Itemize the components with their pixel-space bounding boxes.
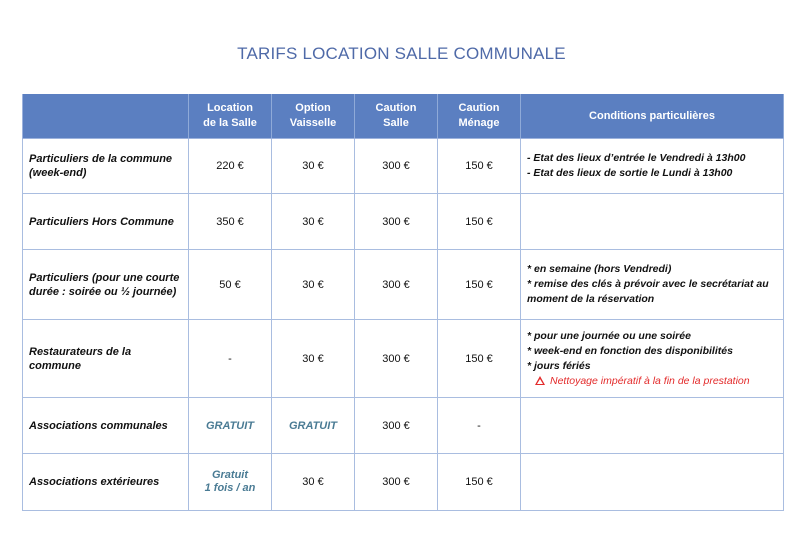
row-label: Restaurateurs de la commune [23, 320, 189, 398]
cell-location: 350 € [189, 194, 272, 250]
row-label: Particuliers Hors Commune [23, 194, 189, 250]
warning-icon [535, 376, 545, 385]
table-row [23, 139, 784, 194]
header-caution-salle: Caution Salle [355, 94, 438, 139]
cell-vaisselle: 30 € [272, 454, 355, 511]
row-label: Particuliers de la commune (week-end) [23, 139, 189, 194]
cell-vaisselle: 30 € [272, 139, 355, 194]
cell-conditions: - Etat des lieux d’entrée le Vendredi à 13h00 - Etat des lieux de sortie le Lundi à 13h00 [521, 139, 784, 194]
cell-location: GRATUIT [189, 398, 272, 454]
table-row [23, 398, 784, 454]
row-label: Particuliers (pour une courte durée : soirée ou ½ journée) [23, 250, 189, 320]
header-caution-menage: Caution Ménage [438, 94, 521, 139]
cell-caution-salle: 300 € [355, 194, 438, 250]
cell-conditions [521, 454, 784, 511]
table-row [23, 250, 784, 320]
cell-conditions [521, 398, 784, 454]
cell-caution-menage: 150 € [438, 320, 521, 398]
warning-note: Nettoyage impératif à la fin de la prestation [527, 374, 779, 389]
cell-vaisselle: GRATUIT [272, 398, 355, 454]
cell-caution-salle: 300 € [355, 454, 438, 511]
header-category [23, 94, 189, 139]
table-row [23, 194, 784, 250]
row-label: Associations communales [23, 398, 189, 454]
cell-caution-menage: - [438, 398, 521, 454]
cell-caution-menage: 150 € [438, 454, 521, 511]
header-conditions: Conditions particulières [521, 94, 784, 139]
cell-caution-salle: 300 € [355, 398, 438, 454]
cell-location: - [189, 320, 272, 398]
cell-vaisselle: 30 € [272, 250, 355, 320]
cell-caution-menage: 150 € [438, 139, 521, 194]
cell-caution-menage: 150 € [438, 194, 521, 250]
row-label: Associations extérieures [23, 454, 189, 511]
cell-caution-menage: 150 € [438, 250, 521, 320]
cell-caution-salle: 300 € [355, 139, 438, 194]
cell-location: 220 € [189, 139, 272, 194]
cell-conditions: * pour une journée ou une soirée * week-end en fonction des disponibilités * jours fériés Nettoyage impératif à la fin de la prestation [521, 320, 784, 398]
table-row [23, 454, 784, 511]
cell-conditions [521, 194, 784, 250]
tariff-table [22, 94, 784, 511]
page-title: TARIFS LOCATION SALLE COMMUNALE [237, 44, 566, 63]
cell-caution-salle: 300 € [355, 320, 438, 398]
cell-location: Gratuit 1 fois / an [189, 454, 272, 511]
header-location: Location de la Salle [189, 94, 272, 139]
cell-caution-salle: 300 € [355, 250, 438, 320]
header-vaisselle: Option Vaisselle [272, 94, 355, 139]
cell-location: 50 € [189, 250, 272, 320]
cell-conditions: * en semaine (hors Vendredi) * remise des clés à prévoir avec le secrétariat au moment de la réservation [521, 250, 784, 320]
cell-vaisselle: 30 € [272, 320, 355, 398]
cell-vaisselle: 30 € [272, 194, 355, 250]
table-header-row [23, 94, 784, 139]
table-row [23, 320, 784, 398]
